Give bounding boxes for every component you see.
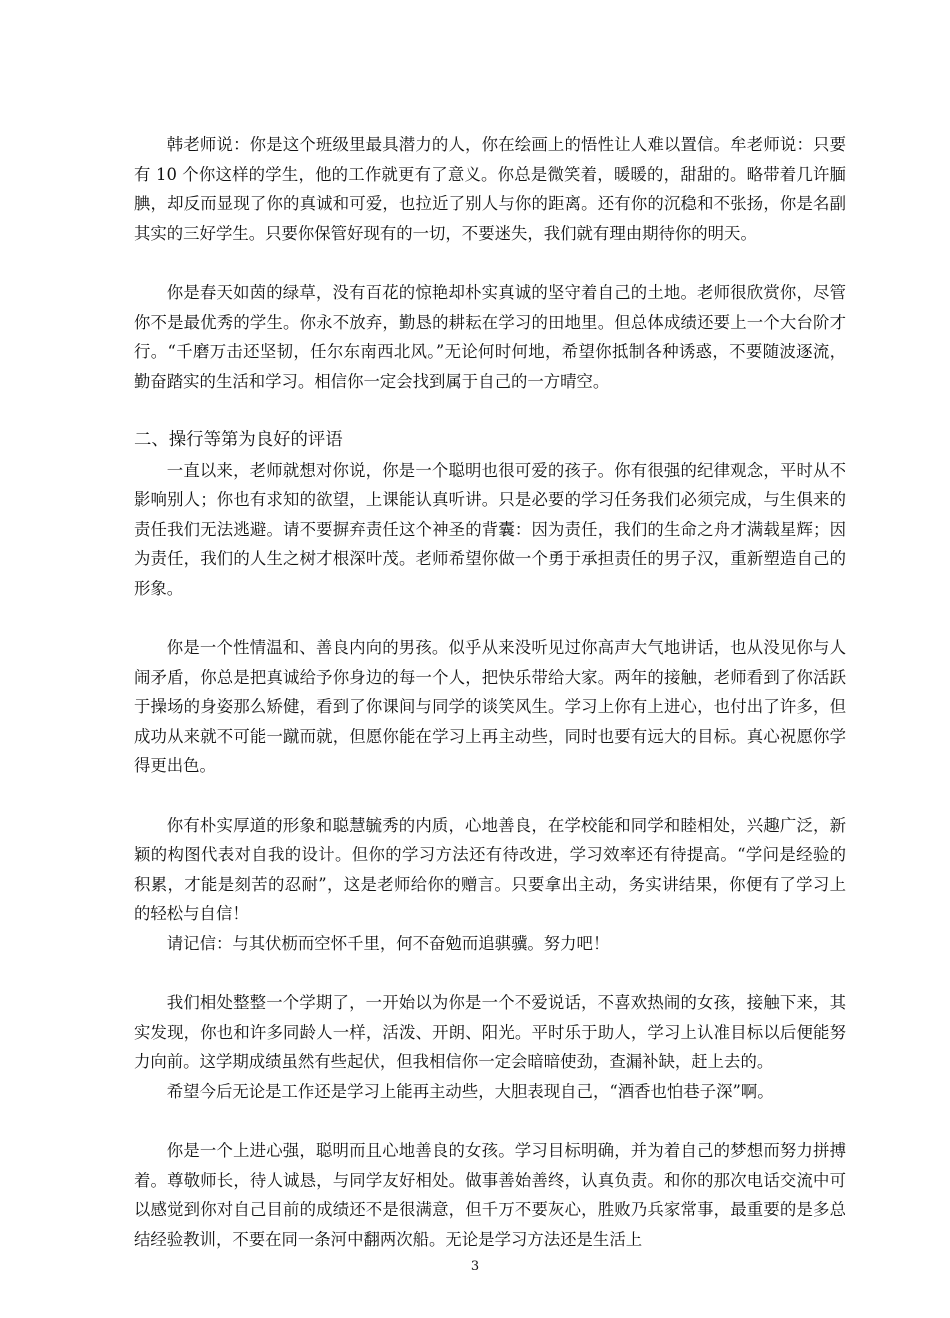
paragraph-spacer: [134, 1107, 846, 1137]
paragraph: 你有朴实厚道的形象和聪慧毓秀的内质，心地善良，在学校能和同学和睦相处，兴趣广泛，新颖的构图代表对自我的设计。但你的学习方法还有待改进，学习效率还有待提高。“学问是经验的积累，才能是刻苦的忍耐”，这是老师给你的赠言。只要拿出主动，务实讲结果，你便有了学习上的轻松与自信！: [134, 815, 846, 924]
section-heading: 二、操行等第为良好的评语: [134, 429, 343, 450]
document-body: [134, 130, 846, 1255]
paragraph: 你是一个上进心强，聪明而且心地善良的女孩。学习目标明确，并为着自己的梦想而努力拼搏着。尊敬师长，待人诚恳，与同学友好相处。做事善始善终，认真负责。和你的那次电话交流中可以感觉到你对自己目前的成绩还不是很满意，但千万不要灰心，胜败乃兵家常事，最重要的是多总结经验教训，不要在同一条河中翻两次船。无论是学习方法还是生活上: [134, 1141, 846, 1249]
paragraph-spacer: [134, 396, 846, 426]
paragraph-spacer: [134, 959, 846, 989]
paragraph: 我们相处整整一个学期了，一开始以为你是一个不爱说话，不喜欢热闹的女孩，接触下来，其实发现，你也和许多同龄人一样，活泼、开朗、阳光。平时乐于助人，学习上认准目标以后便能努力向前。这学期成绩虽然有些起伏，但我相信你一定会暗暗使劲，查漏补缺，赶上去的。: [134, 993, 846, 1072]
paragraph-spacer: [134, 781, 846, 811]
paragraph: 韩老师说：你是这个班级里最具潜力的人，你在绘画上的悟性让人难以置信。牟老师说：只要有 10 个你这样的学生，他的工作就更有了意义。你总是微笑着，暖暖的，甜甜的。略带着几许腼腆，却反而显现了你的真诚和可爱，也拉近了别人与你的距离。还有你的沉稳和不张扬，你是名副其实的三好学生。只要你保管好现有的一切，不要迷失，我们就有理由期待你的明天。: [134, 135, 846, 243]
paragraph: 一直以来，老师就想对你说，你是一个聪明也很可爱的孩子。你有很强的纪律观念，平时从不影响别人；你也有求知的欲望，上课能认真听讲。只是必要的学习任务我们必须完成，与生俱来的责任我们无法逃避。请不要摒弃责任这个神圣的背囊：因为责任，我们的生命之舟才满载星辉；因为责任，我们的人生之树才根深叶茂。老师希望你做一个勇于承担责任的男子汉，重新塑造自己的形象。: [134, 460, 846, 598]
page-number: 3: [470, 1259, 480, 1274]
paragraph: 请记信：与其伏枥而空怀千里，何不奋勉而追骐骥。努力吧！: [166, 934, 610, 954]
paragraph-spacer: [134, 604, 846, 634]
paragraph: 希望今后无论是工作还是学习上能再主动些，大胆表现自己，“酒香也怕巷子深”啊。: [166, 1082, 774, 1101]
paragraph-spacer: [134, 248, 846, 278]
paragraph: 你是一个性情温和、善良内向的男孩。似乎从来没听见过你高声大气地讲话，也从没见你与人闹矛盾，你总是把真诚给予你身边的每一个人，把快乐带给大家。两年的接触，老师看到了你活跃于操场的身姿那么矫健，看到了你课间与同学的谈笑风生。学习上你有上进心，也付出了许多，但成功从来就不可能一蹴而就，但愿你能在学习上再主动些，同时也要有远大的目标。真心祝愿你学得更出色。: [134, 638, 846, 776]
paragraph: 你是春天如茵的绿草，没有百花的惊艳却朴实真诚的坚守着自己的土地。老师很欣赏你，尽管你不是最优秀的学生。你永不放弃，勤恳的耕耘在学习的田地里。但总体成绩还要上一个大台阶才行。“千磨万击还坚韧，任尔东南西北风。”无论何时何地，希望你抵制各种诱惑，不要随波逐流，勤奋踏实的生活和学习。相信你一定会找到属于自己的一方晴空。: [134, 282, 846, 391]
